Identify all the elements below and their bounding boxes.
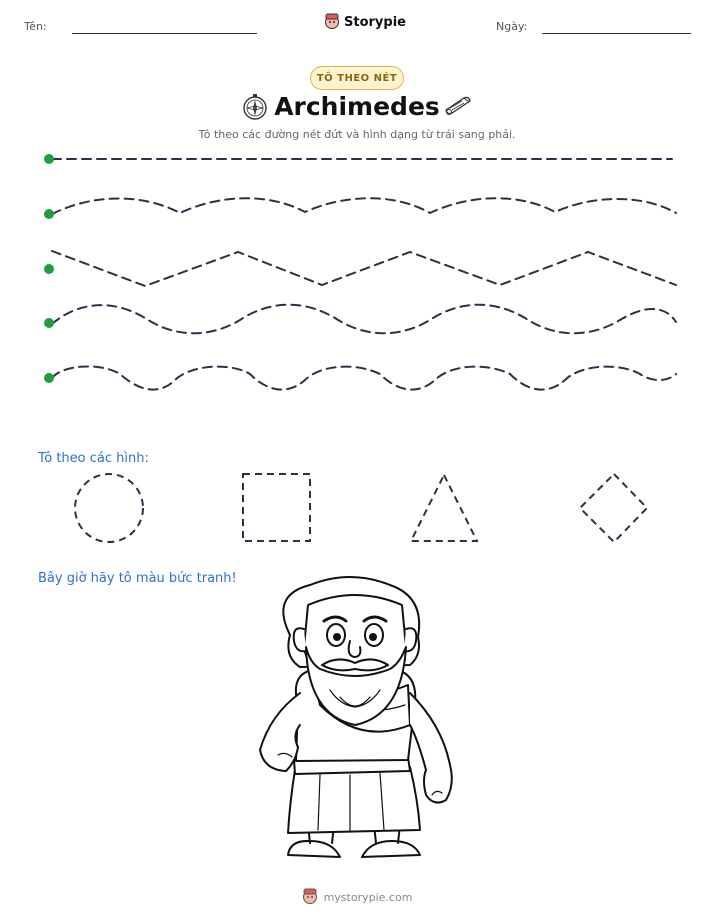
storypie-logo-icon <box>324 13 340 31</box>
tracing-shapes <box>0 465 714 550</box>
start-dot-3 <box>44 264 54 274</box>
trace-line-wave-1 <box>52 198 676 214</box>
trace-line-wave-2 <box>52 305 676 334</box>
start-dot-4 <box>44 318 54 328</box>
trace-line-wave-3 <box>52 366 676 389</box>
start-dot-1 <box>44 154 54 164</box>
date-label: Ngày: <box>496 20 528 33</box>
brand-logo <box>324 13 406 31</box>
name-line[interactable] <box>72 33 257 34</box>
coloring-section-label: Bây giờ hãy tô màu bức tranh! <box>38 571 237 586</box>
footer-link[interactable]: mystorypie.com <box>323 890 413 904</box>
tracing-lines <box>0 145 714 395</box>
name-label: Tên: <box>24 20 47 33</box>
shapes-section-label: Tô theo các hình: <box>38 451 149 466</box>
archimedes-illustration <box>250 575 465 870</box>
storypie-footer-logo-icon <box>302 888 318 906</box>
trace-shape-triangle <box>411 475 477 541</box>
page-title: Archimedes <box>274 92 440 121</box>
trace-shape-diamond <box>580 474 647 542</box>
activity-badge: TÔ THEO NÉT <box>310 66 404 90</box>
start-dot-5 <box>44 373 54 383</box>
trace-shape-circle <box>75 474 143 542</box>
brand-name: Storypie <box>344 14 406 30</box>
instructions: Tô theo các đường nét đứt và hình dạng từ trái sang phải. <box>198 128 516 141</box>
trace-line-zigzag <box>52 251 676 286</box>
scroll-icon <box>442 94 474 118</box>
start-dot-2 <box>44 209 54 219</box>
date-line[interactable] <box>542 33 691 34</box>
footer <box>0 888 714 906</box>
trace-shape-square <box>243 474 310 541</box>
